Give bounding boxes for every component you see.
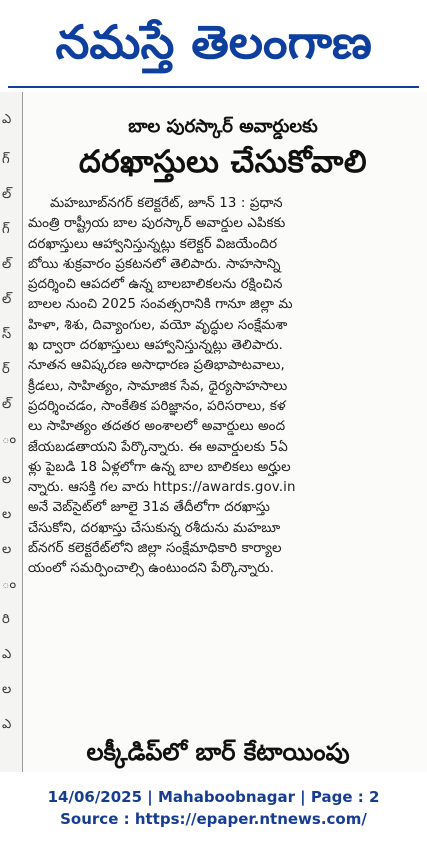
article-body-line: న్నారు. ఆసక్తి గల వారు https://awards.gov.in (28, 480, 296, 496)
article-body-line: అనే వెబ్‌సైట్‌లో జూలై 31వ తేదీలోగా దరఖాస్తు (28, 500, 271, 516)
article-body-line: జేయబడతాయని పేర్కొన్నారు. ఈ అవార్డులకు 5ఏ (28, 439, 288, 455)
adjacent-column-glyph: ల్ (2, 397, 12, 412)
masthead-divider (8, 86, 419, 88)
article-body-line: చేసుకోని, దరఖాస్తు చేసుకున్న రశీదును మహబూ (28, 520, 281, 536)
adjacent-column-glyph: ల (2, 682, 12, 697)
newspaper-masthead (0, 0, 427, 96)
article-body-line: ప్రదర్శించడం, సాంకేతిక పరిజ్ఞానం, పరిసరాలు, కళ (28, 398, 286, 414)
article-kicker: బాల పురస్కార్ అవార్డులకు (128, 116, 318, 137)
adjacent-column-glyph: ల (2, 472, 12, 487)
article-body-line: నూతన ఆవిష్కరణ అసాధారణ ప్రతిభాపాటవాలు, (28, 358, 285, 374)
article-body-line: బ్‌నగర్ కలెక్టరేట్‌లోని జిల్లా సంక్షేమాధికారి కార్యాల (28, 541, 282, 557)
article-body-line: లు సాహిత్యం తదతర అంశాలలో అవార్డులు అంద (28, 419, 286, 435)
adjacent-column-glyph: ఎ (2, 647, 12, 662)
adjacent-column-glyph: ర్ (2, 362, 10, 377)
adjacent-column-glyph: ఎ (2, 112, 12, 127)
article-body-line: మంత్రి రాష్ట్రీయ బాల పురస్కార్ అవార్డుల ఎపికకు (28, 216, 286, 232)
clipping-footer (0, 778, 427, 845)
article-body-line: ళ్లు పైబడి 18 ఏళ్లలోగా ఉన్న బాల బాలికలు అర్హుల (28, 459, 291, 475)
article-body-line: దరఖాస్తులు ఆహ్వానిస్తున్నట్లు కలెక్టర్ విజయేందిర (28, 236, 278, 252)
adjacent-column-glyph: ల్ (2, 187, 12, 202)
next-article-headline: లక్కీడిప్‌లో బార్ కేటాయింపు (86, 738, 350, 766)
article-body (28, 194, 418, 580)
article-body-line: బాలల నుంచి 2025 సంవత్సరానికి గానూ జిల్లా మ (28, 297, 293, 313)
adjacent-column-strip (0, 92, 23, 772)
adjacent-column-glyph: స్ (2, 327, 12, 342)
adjacent-column-glyph: ం (2, 577, 17, 592)
adjacent-column-glyph: ం (2, 432, 17, 447)
article-body-line: క్రీడలు, సాహిత్యం, సామాజిక సేవ, ధైర్యసాహసాలు (28, 378, 288, 394)
masthead-title: నమస్తే తెలంగాణ (55, 15, 372, 69)
adjacent-column-glyph: ల్ (2, 292, 12, 307)
adjacent-column-glyph: రి (2, 612, 10, 627)
adjacent-column-glyph: గ్ (2, 152, 10, 167)
article-body-line: హిళా, శిశు, దివ్యాంగుల, వయో వృద్ధుల సంక్షేమశా (28, 317, 288, 333)
article-body-line: యంలో సమర్పించాల్సి ఉంటుందని పేర్కొన్నారు. (28, 561, 275, 577)
adjacent-column-glyph: ల (2, 542, 12, 557)
adjacent-column-glyph: ల్ (2, 257, 12, 272)
footer-source-line: Source : https://epaper.ntnews.com/ (60, 810, 367, 828)
newspaper-clipping (0, 92, 427, 772)
article-body-line: ఖ ద్వారా దరఖాస్తులు ఆహ్వానిస్తున్నట్లు తెలిపారు. (28, 338, 283, 354)
article-body-line: బోయి శుక్రవారం ప్రకటనలో తెలిపారు. సాహసాన్ని (28, 256, 281, 272)
adjacent-column-glyph: గ్ (2, 222, 10, 237)
article-body-line: మహబూబ్‌నగర్ కలెక్టరేట్, జూన్ 13 : ప్రధాన (50, 196, 283, 211)
footer-date-line: 14/06/2025 | Mahaboobnagar | Page : 2 (47, 788, 380, 806)
article-body-line: ప్రదర్శించి ఆపదలో ఉన్న బాలబాలికలను రక్షించిన (28, 277, 283, 293)
article (28, 104, 418, 772)
adjacent-column-glyph: ఎ (2, 717, 12, 732)
adjacent-column-glyph: ల (2, 507, 12, 522)
article-headline: దరఖాస్తులు చేసుకోవాలి (78, 144, 368, 180)
